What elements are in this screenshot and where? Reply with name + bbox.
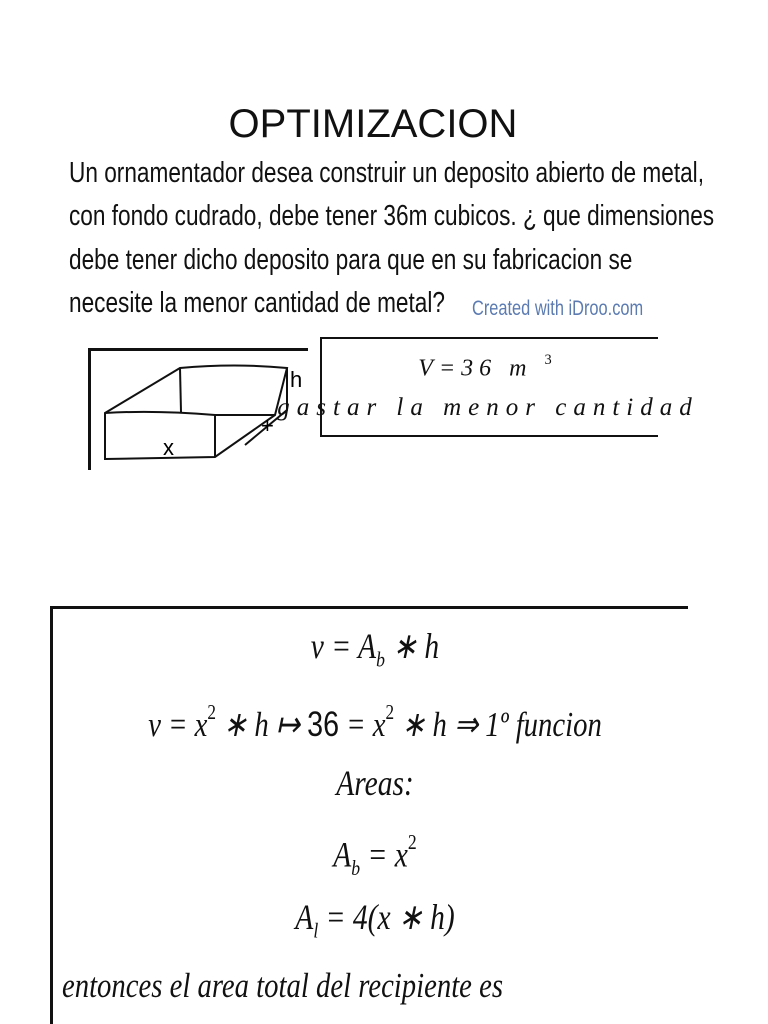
- areas-heading: Areas:: [336, 763, 414, 803]
- given-box-bottom: [320, 435, 658, 437]
- given-goal: gastar la menor cantidad: [277, 394, 699, 421]
- work-box-left: [50, 606, 53, 1024]
- equation-lateral-area: $A_l = 4(x$ ∗ h): [295, 897, 455, 943]
- problem-line-1: Un ornamentador desea construir un deposito abierto de metal,: [69, 157, 705, 189]
- sketch-frame-left: [88, 348, 91, 470]
- problem-line-2: con fondo cudrado, debe tener 36m cubicos. ¿ que dimensiones: [69, 200, 715, 232]
- equation-first-function: $v = x^2$ ∗ h ↦ $36 = x^2$ ∗ h ⇒ 1º funcion: [148, 700, 602, 744]
- work-box-top: [50, 606, 688, 609]
- total-area-sentence: entonces el area total del recipiente es: [62, 966, 503, 1005]
- page-title: OPTIMIZACION: [228, 102, 518, 146]
- equation-base-area: $A_b = x^2$: [333, 830, 417, 880]
- equation-volume: $v = A_b$ ∗ h: [310, 626, 440, 672]
- given-box-left: [320, 337, 322, 437]
- given-volume: V=36 m $^3$: [418, 352, 558, 382]
- label-x: x: [163, 435, 174, 460]
- label-t: +: [261, 413, 274, 438]
- problem-line-4: necesite la menor cantidad de metal?: [69, 287, 445, 319]
- watermark-credit: Created with iDroo.com: [472, 297, 644, 320]
- given-box-top: [320, 337, 658, 339]
- sketch-frame-top: [88, 348, 308, 351]
- label-h: h: [290, 367, 303, 392]
- problem-line-3: debe tener dicho deposito para que en su fabricacion se: [69, 244, 633, 276]
